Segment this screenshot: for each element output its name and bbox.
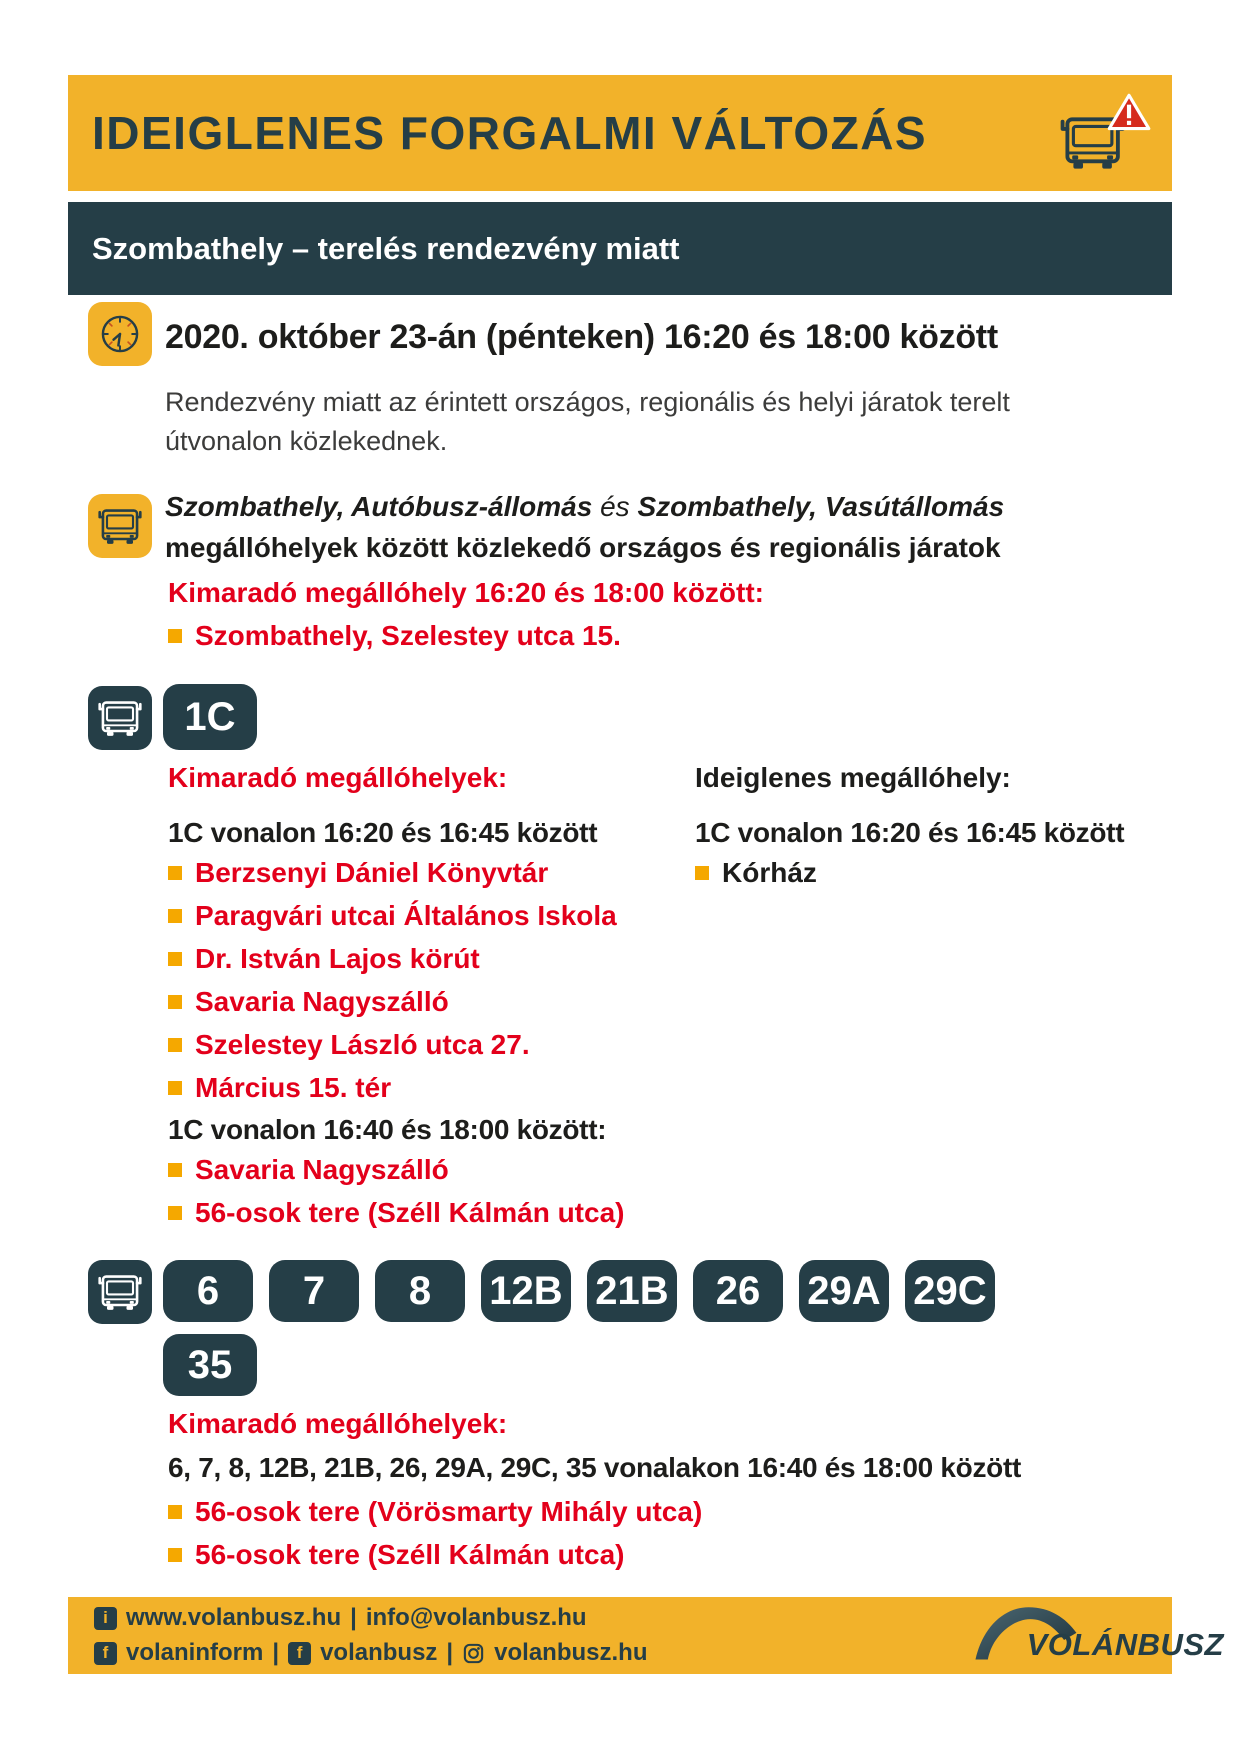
omitted-stops-column (168, 762, 648, 1240)
clock-icon (88, 302, 152, 366)
line-badge: 6 (163, 1260, 253, 1322)
multi-omitted-heading: Kimaradó megállóhelyek: (168, 1408, 508, 1439)
line-badge: 8 (375, 1260, 465, 1322)
omitted-group2-subheading: 1C vonalon 16:40 és 18:00 között: (168, 1114, 607, 1145)
list-item: Savaria Nagyszálló (168, 1154, 648, 1186)
multi-omitted-subheading: 6, 7, 8, 12B, 21B, 26, 29A, 29C, 35 vonalakon 16:40 és 18:00 között (168, 1452, 1022, 1483)
regional-omitted-stops (168, 620, 621, 663)
list-item: 56-osok tere (Széll Kálmán utca) (168, 1539, 1148, 1571)
bullet-square-icon (168, 1163, 182, 1177)
list-item: Savaria Nagyszálló (168, 986, 648, 1018)
regional-title (165, 486, 1125, 568)
logo-text: VOLÁNBUSZ (1026, 1627, 1224, 1662)
list-item: Kórház (695, 857, 1125, 889)
bullet-square-icon (168, 1081, 182, 1095)
multi-omitted-stops (168, 1496, 1148, 1571)
bullet-square-icon (168, 1038, 182, 1052)
bullet-square-icon (168, 952, 182, 966)
footer-facebook-2: volanbusz (320, 1639, 438, 1666)
bus-warning-icon (1050, 87, 1154, 179)
bullet-square-icon (168, 1206, 182, 1220)
regional-title-conjunction: és (600, 491, 630, 522)
location-title: Szombathely – terelés rendezvény miatt (92, 230, 680, 266)
footer-contact-row: i www.volanbusz.hu | info@volanbusz.hu (94, 1604, 1172, 1632)
line-badge: 12B (481, 1260, 571, 1322)
list-item: 56-osok tere (Vörösmarty Mihály utca) (168, 1496, 1148, 1528)
line-badge: 26 (693, 1260, 783, 1322)
footer-instagram: volanbusz.hu (494, 1639, 648, 1666)
regional-title-part2: Szombathely, Vasútállomás (637, 491, 1005, 522)
regional-title-part1: Szombathely, Autóbusz-állomás (165, 491, 593, 522)
omitted-group1-stops (168, 857, 648, 1104)
temporary-subheading: 1C vonalon 16:20 és 16:45 között (695, 817, 1125, 848)
bullet-square-icon (168, 909, 182, 923)
temporary-stops-column (695, 762, 1125, 900)
bullet-square-icon (168, 629, 182, 643)
omitted-group1-subheading: 1C vonalon 16:20 és 16:45 között (168, 817, 598, 848)
instagram-icon (462, 1642, 485, 1665)
line-badge: 7 (269, 1260, 359, 1322)
temporary-heading: Ideiglenes megállóhely: (695, 762, 1011, 793)
volanbusz-logo (968, 1603, 1226, 1669)
footer-website: www.volanbusz.hu (126, 1604, 342, 1631)
list-item: Március 15. tér (168, 1072, 648, 1104)
line-badge: 29A (799, 1260, 889, 1322)
info-icon: i (94, 1607, 117, 1630)
event-description: Rendezvény miatt az érintett országos, regionális és helyi járatok terelt útvonalon közlekednek. (165, 387, 1010, 456)
bus-icon (88, 494, 152, 558)
temporary-stops (695, 857, 1125, 889)
line-badge: 21B (587, 1260, 677, 1322)
footer-social-row: f volaninform | f volanbusz | volanbusz.hu (94, 1639, 1172, 1667)
top-banner (68, 75, 1172, 191)
footer-facebook-1: volaninform (126, 1639, 264, 1666)
page-title: IDEIGLENES FORGALMI VÁLTOZÁS (92, 107, 928, 159)
multi-line-omitted-column (168, 1408, 1148, 1582)
event-time-heading: 2020. október 23-án (pénteken) 16:20 és 18:00 között (165, 318, 998, 356)
regional-title-line2: megállóhelyek között közlekedő országos és regionális járatok (165, 532, 1001, 563)
line-badge-1c: 1C (163, 684, 257, 750)
bus-icon (88, 686, 152, 750)
bus-icon (88, 1260, 152, 1324)
list-item: Berzsenyi Dániel Könyvtár (168, 857, 648, 889)
bullet-square-icon (168, 1548, 182, 1562)
line-badges-row (163, 1260, 995, 1322)
bullet-square-icon (168, 1505, 182, 1519)
omitted-heading: Kimaradó megállóhelyek: (168, 762, 508, 793)
bullet-square-icon (168, 995, 182, 1009)
facebook-icon: f (288, 1642, 311, 1665)
bullet-square-icon (168, 866, 182, 880)
line-badge: 35 (163, 1334, 257, 1396)
list-item: Szelestey László utca 27. (168, 1029, 648, 1061)
omitted-group2-stops (168, 1154, 648, 1229)
footer-email: info@volanbusz.hu (365, 1604, 587, 1631)
line-badge: 29C (905, 1260, 995, 1322)
bullet-square-icon (695, 866, 709, 880)
list-item: Dr. István Lajos körút (168, 943, 648, 975)
list-item: 56-osok tere (Széll Kálmán utca) (168, 1197, 648, 1229)
list-item: Paragvári utcai Általános Iskola (168, 900, 648, 932)
location-banner (68, 202, 1172, 295)
regional-omitted-heading: Kimaradó megállóhely 16:20 és 18:00 között: (168, 577, 764, 608)
list-item: Szombathely, Szelestey utca 15. (168, 620, 621, 652)
facebook-icon: f (94, 1642, 117, 1665)
